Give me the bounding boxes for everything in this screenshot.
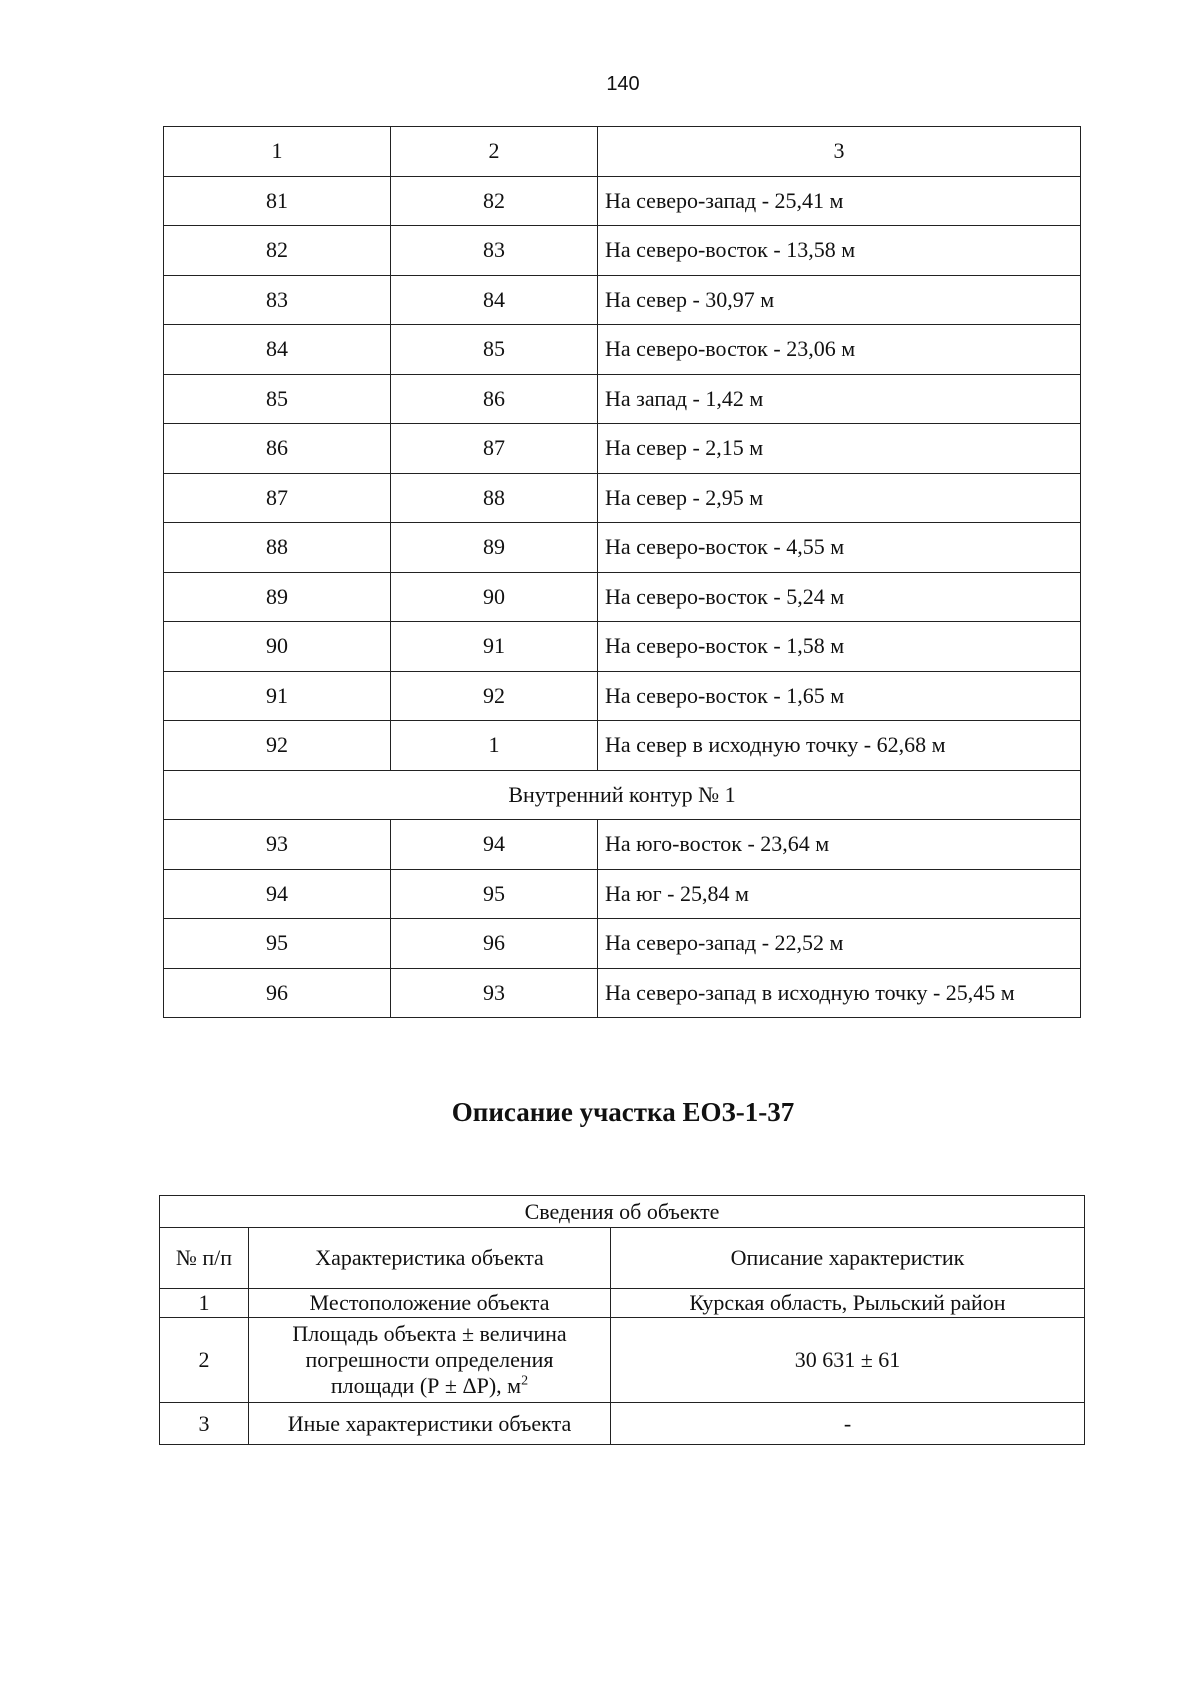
to-point-cell: 84: [391, 275, 598, 325]
to-point-cell: 86: [391, 374, 598, 424]
row-number-cell: 1: [160, 1289, 249, 1318]
description-cell: На север в исходную точку - 62,68 м: [598, 721, 1081, 771]
description-cell: На север - 2,15 м: [598, 424, 1081, 474]
table-row: [164, 325, 1081, 375]
inner-contour-label: Внутренний контур № 1: [164, 770, 1081, 820]
route-table: [163, 126, 1081, 1018]
from-point-cell: 93: [164, 820, 391, 870]
table-row: [164, 968, 1081, 1018]
table-row: [160, 1403, 1085, 1445]
route-table-header-row: [164, 127, 1081, 177]
header-cell: № п/п: [160, 1228, 249, 1289]
description-cell: На северо-восток - 23,06 м: [598, 325, 1081, 375]
description-cell: На северо-восток - 13,58 м: [598, 226, 1081, 276]
from-point-cell: 89: [164, 572, 391, 622]
table-row: [164, 671, 1081, 721]
to-point-cell: 91: [391, 622, 598, 672]
unit-superscript: 2: [521, 1373, 529, 1389]
description-cell: На юго-восток - 23,64 м: [598, 820, 1081, 870]
characteristic-cell: Местоположение объекта: [249, 1289, 611, 1318]
to-point-cell: 92: [391, 671, 598, 721]
header-cell: 3: [598, 127, 1081, 177]
from-point-cell: 85: [164, 374, 391, 424]
description-cell: На северо-запад - 22,52 м: [598, 919, 1081, 969]
table-row: [164, 275, 1081, 325]
table-row: [164, 820, 1081, 870]
header-cell: Описание характеристик: [611, 1228, 1085, 1289]
description-cell: На северо-запад - 25,41 м: [598, 176, 1081, 226]
to-point-cell: 83: [391, 226, 598, 276]
description-cell: На северо-восток - 1,58 м: [598, 622, 1081, 672]
table-row: [164, 374, 1081, 424]
from-point-cell: 82: [164, 226, 391, 276]
table-row: [164, 572, 1081, 622]
info-table-caption-row: [160, 1196, 1085, 1228]
description-cell: На юг - 25,84 м: [598, 869, 1081, 919]
object-info-table: [159, 1195, 1085, 1445]
description-cell: На север - 30,97 м: [598, 275, 1081, 325]
from-point-cell: 86: [164, 424, 391, 474]
characteristic-line: площади (Р ± ΔР), м: [330, 1372, 522, 1398]
table-row: [160, 1289, 1085, 1318]
row-number-cell: 2: [160, 1318, 249, 1403]
table-row: [164, 176, 1081, 226]
to-point-cell: 96: [391, 919, 598, 969]
header-cell: Характеристика объекта: [249, 1228, 611, 1289]
to-point-cell: 89: [391, 523, 598, 573]
description-cell: На северо-восток - 1,65 м: [598, 671, 1081, 721]
from-point-cell: 90: [164, 622, 391, 672]
to-point-cell: 90: [391, 572, 598, 622]
to-point-cell: 94: [391, 820, 598, 870]
from-point-cell: 91: [164, 671, 391, 721]
to-point-cell: 82: [391, 176, 598, 226]
page-number: 140: [606, 73, 640, 95]
header-cell: 1: [164, 127, 391, 177]
table-row: [164, 869, 1081, 919]
row-number-cell: 3: [160, 1403, 249, 1445]
description-cell: На северо-восток - 4,55 м: [598, 523, 1081, 573]
from-point-cell: 94: [164, 869, 391, 919]
info-table-header-row: [160, 1228, 1085, 1289]
from-point-cell: 96: [164, 968, 391, 1018]
to-point-cell: 93: [391, 968, 598, 1018]
description-cell: На северо-запад в исходную точку - 25,45 м: [598, 968, 1081, 1018]
description-cell: На северо-восток - 5,24 м: [598, 572, 1081, 622]
from-point-cell: 84: [164, 325, 391, 375]
characteristic-line: погрешности определения: [305, 1347, 554, 1373]
table-row: [164, 226, 1081, 276]
characteristic-line: Площадь объекта ± величина: [292, 1321, 567, 1347]
characteristic-cell: [249, 1318, 611, 1403]
from-point-cell: 88: [164, 523, 391, 573]
to-point-cell: 1: [391, 721, 598, 771]
to-point-cell: 87: [391, 424, 598, 474]
value-cell: -: [611, 1403, 1085, 1445]
characteristic-cell: Иные характеристики объекта: [249, 1403, 611, 1445]
table-row: [164, 622, 1081, 672]
from-point-cell: 92: [164, 721, 391, 771]
from-point-cell: 95: [164, 919, 391, 969]
from-point-cell: 83: [164, 275, 391, 325]
from-point-cell: 87: [164, 473, 391, 523]
inner-contour-row: [164, 770, 1081, 820]
info-table-caption: Сведения об объекте: [160, 1196, 1085, 1228]
to-point-cell: 88: [391, 473, 598, 523]
value-cell: 30 631 ± 61: [611, 1318, 1085, 1403]
section-title: Описание участка ЕОЗ-1-37: [451, 1097, 795, 1127]
from-point-cell: 81: [164, 176, 391, 226]
table-row: [164, 473, 1081, 523]
table-row: [164, 424, 1081, 474]
table-row: [164, 721, 1081, 771]
table-row: [164, 523, 1081, 573]
description-cell: На север - 2,95 м: [598, 473, 1081, 523]
table-row: [164, 919, 1081, 969]
header-cell: 2: [391, 127, 598, 177]
table-row: [160, 1318, 1085, 1403]
value-cell: Курская область, Рыльский район: [611, 1289, 1085, 1318]
description-cell: На запад - 1,42 м: [598, 374, 1081, 424]
to-point-cell: 95: [391, 869, 598, 919]
to-point-cell: 85: [391, 325, 598, 375]
